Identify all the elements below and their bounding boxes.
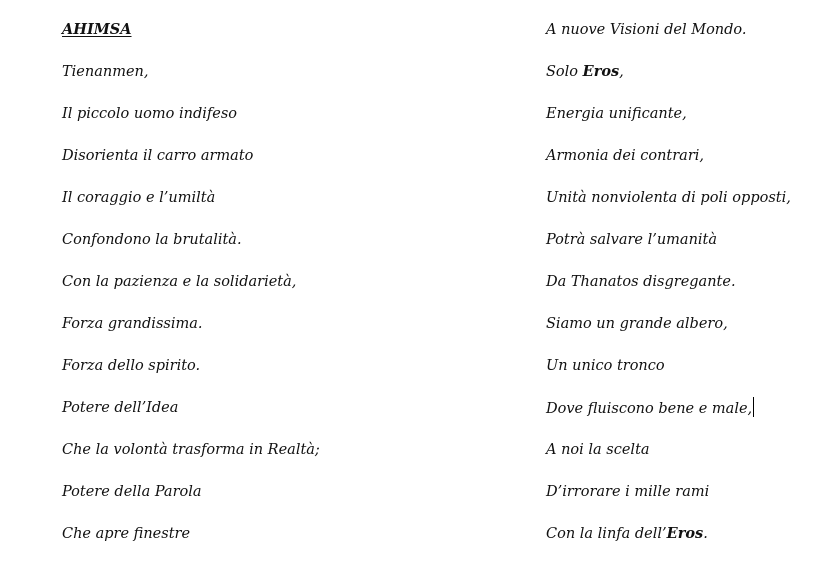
poem-line: Confondono la brutalità. [62,232,242,248]
poem-line: Potere dell’Idea [62,400,179,416]
poem-text: Dove fluiscono bene e male, [546,401,753,417]
poem-right-column [546,19,811,565]
poem-line: Unità nonviolenta di poli opposti, [546,190,791,206]
poem-line: Il piccolo uomo indifeso [62,106,238,122]
text-cursor [753,397,754,417]
poem-bold-word: Eros [666,525,704,542]
poem-line: Con la pazienza e la solidarietà, [62,274,297,290]
poem-line [546,397,811,439]
poem-line [546,523,811,565]
poem-left-column [62,19,482,565]
poem-text: Solo [546,64,583,80]
poem-line: Che apre finestre [62,526,191,542]
poem-text: , [619,64,624,80]
poem-line: Disorienta il carro armato [62,148,254,164]
poem-line: A noi la scelta [546,442,650,458]
poem-line: Potere della Parola [62,484,202,500]
poem-line: Da Thanatos disgregante. [546,274,736,290]
poem-line: A nuove Visioni del Mondo. [546,22,747,38]
poem-line [546,61,811,103]
poem-line: D’irrorare i mille rami [546,484,710,500]
poem-bold-word: Eros [582,63,620,80]
poem-line: Forza dello spirito. [62,358,201,374]
poem-title: AHIMSA [62,21,132,38]
poem-line: Siamo un grande albero, [546,316,728,332]
poem-line: Tienanmen, [62,64,149,80]
poem-line: Il coraggio e l’umiltà [62,190,216,206]
poem-text: Con la linfa dell’ [546,526,667,542]
poem-line: Forza grandissima. [62,316,203,332]
poem-line: Armonia dei contrari, [546,148,704,164]
poem-line: Un unico tronco [546,358,665,374]
poem-text: . [703,526,708,542]
poem-line: Che la volontà trasforma in Realtà; [62,442,320,458]
poem-line: Energia unificante, [546,106,687,122]
poem-line: Potrà salvare l’umanità [546,232,718,248]
